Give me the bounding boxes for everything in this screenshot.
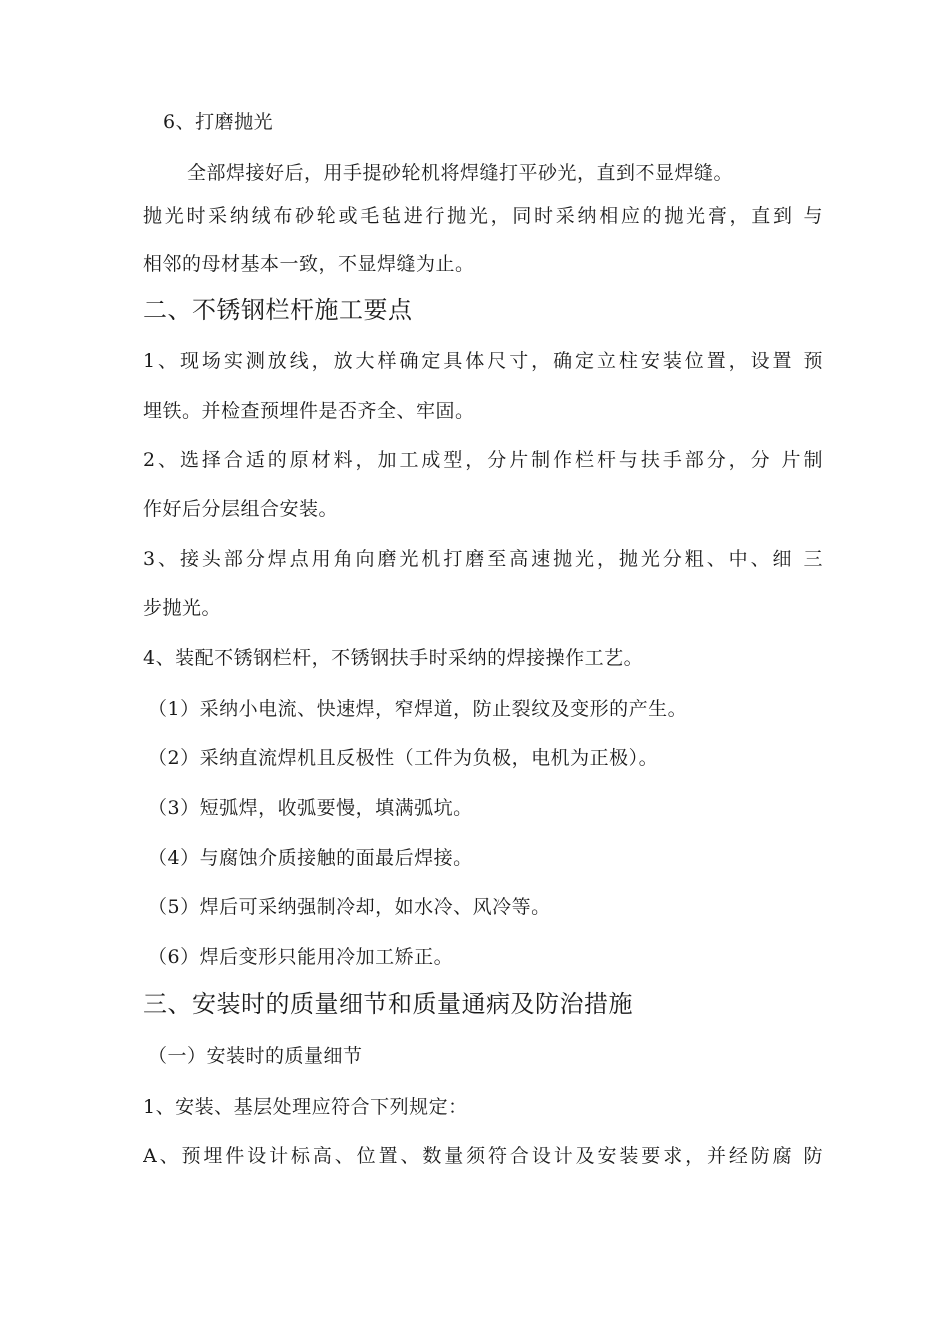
list-item: （6）焊后变形只能用冷加工矫正。: [148, 946, 454, 968]
list-item: （4）与腐蚀介质接触的面最后焊接。: [148, 847, 473, 869]
list-item: （5）焊后可采纳强制冷却，如水冷、风冷等。: [148, 896, 551, 918]
paragraph-line: 相邻的母材基本一致，不显焊缝为止。: [143, 253, 475, 275]
paragraph-line: 1、安装、基层处理应符合下列规定：: [143, 1096, 468, 1118]
paragraph-line: 1、现场实测放线，放大样确定具体尺寸，确定立柱安装位置，设置 预: [143, 350, 823, 372]
sub-heading: （一）安装时的质量细节: [148, 1045, 363, 1067]
paragraph-line: 作好后分层组合安装。: [143, 498, 339, 520]
paragraph-line: 埋铁。并检查预埋件是否齐全、牢固。: [143, 400, 475, 422]
paragraph-line: 抛光时采纳绒布砂轮或毛毡进行抛光，同时采纳相应的抛光膏，直到 与: [143, 205, 823, 227]
paragraph-line: 全部焊接好后，用手提砂轮机将焊缝打平砂光，直到不显焊缝。: [187, 162, 734, 184]
paragraph-line: 4、装配不锈钢栏杆，不锈钢扶手时采纳的焊接操作工艺。: [143, 647, 644, 669]
paragraph-line: 3、接头部分焊点用角向磨光机打磨至高速抛光，抛光分粗、中、细 三: [143, 548, 823, 570]
section-title: 6、打磨抛光: [163, 111, 274, 133]
list-item: （3）短弧焊，收弧要慢，填满弧坑。: [148, 797, 473, 819]
list-item: （1）采纳小电流、快速焊，窄焊道，防止裂纹及变形的产生。: [148, 698, 688, 720]
section-heading: 二、不锈钢栏杆施工要点: [143, 296, 413, 324]
list-item: （2）采纳直流焊机且反极性（工件为负极，电机为正极）。: [148, 747, 659, 769]
paragraph-line: A、预埋件设计标高、位置、数量须符合设计及安装要求，并经防腐 防: [143, 1145, 823, 1167]
paragraph-line: 2、选择合适的原材料，加工成型，分片制作栏杆与扶手部分，分 片制: [143, 449, 823, 471]
paragraph-line: 步抛光。: [143, 597, 222, 619]
section-heading: 三、安装时的质量细节和质量通病及防治措施: [143, 990, 633, 1018]
